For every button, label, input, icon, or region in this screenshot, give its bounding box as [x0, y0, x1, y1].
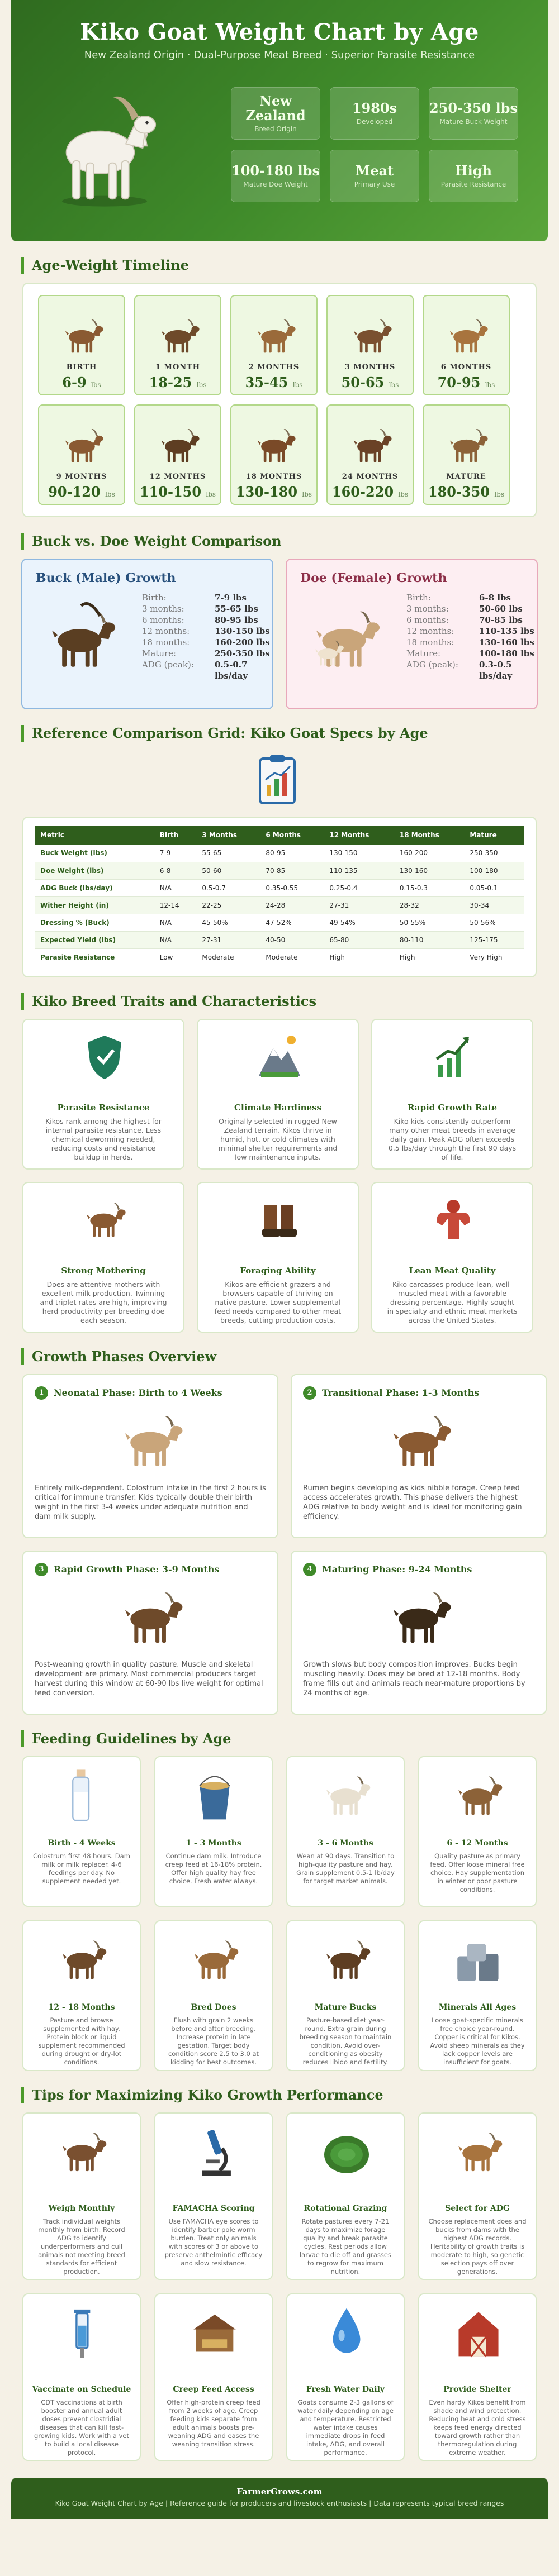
doe-weight-row: 18 months: 130-160 lbs	[406, 637, 534, 647]
timeline-item	[423, 295, 510, 395]
feeding-text: Continue dam milk. Introduce creep feed at 16-18% protein. Offer high quality hay free choice. Fresh water always.	[165, 1852, 262, 1885]
phase-number-badge: 3	[35, 1563, 48, 1576]
tips-text: Choose replacement does and bucks from dams with the highest ADG records. Heritability of growth traits is moderate to high, so genetic selection pays off over generations.	[428, 2217, 527, 2276]
trait-title: Strong Mothering	[61, 1265, 146, 1276]
phase-header	[35, 1386, 266, 1400]
table-row	[35, 845, 524, 862]
tips-card	[22, 2293, 141, 2461]
table-cell: 125-175	[464, 931, 524, 948]
barn-icon	[453, 2305, 504, 2360]
timeline-weight: 6-9 lbs	[62, 374, 101, 390]
timeline-age-label: 9 MONTHS	[56, 473, 107, 481]
stat-mature-doe-weight: 100-180 lbs Mature Doe Weight	[231, 150, 320, 202]
section-title-comparison: Buck vs. Doe Weight Comparison	[21, 533, 548, 550]
tips-card	[22, 2112, 141, 2280]
timeline-item	[423, 404, 510, 505]
microscope-icon	[190, 2124, 240, 2179]
table-header-cell: 12 Months	[324, 826, 394, 845]
timeline-weight: 35-45 lbs	[245, 374, 303, 390]
footer-note: Kiko Goat Weight Chart by Age | Reference guide for producers and livestock enthusiasts | Data represents typical breed ranges	[55, 2498, 504, 2507]
timeline-age-label: 3 MONTHS	[344, 363, 396, 371]
table-cell: 110-135	[324, 862, 394, 879]
buck-goat-icon	[45, 597, 117, 680]
phase-header	[303, 1386, 534, 1400]
shield-icon	[82, 1031, 127, 1081]
tips-card	[418, 2293, 537, 2461]
phase-text: Post-weaning growth in quality pasture. Muscle and skeletal development are primary. Most commercial producers target harvest during this window at 60-90 lbs live weight for optimal feed conversion.	[35, 1660, 263, 1697]
table-cell: Buck Weight (lbs)	[35, 845, 154, 862]
timeline-age-label: BIRTH	[66, 363, 97, 371]
stat-primary-use: Meat Primary Use	[330, 150, 419, 202]
section-title-traits: Kiko Breed Traits and Characteristics	[21, 993, 548, 1010]
boots-icon	[257, 1194, 301, 1244]
tips-card	[154, 2112, 273, 2280]
phase-text: Entirely milk-dependent. Colostrum intake in the first 2 hours is critical for immune transfer. Kids typically double their birth weight in the first 3-4 weeks under adequate nutrition and dam milk supply.	[35, 1483, 266, 1521]
table-cell: Wither Height (in)	[35, 896, 154, 914]
doe-weight-row: 12 months: 110-135 lbs	[406, 626, 534, 636]
table-row	[35, 931, 524, 948]
phase-text: Growth slows but body composition improves. Bucks begin muscling heavily. Does may be bred at 12-18 months. Body frame fills out and animals reach near-mature proportions by 24 months of age.	[303, 1660, 525, 1697]
goat-icon	[157, 426, 201, 465]
trait-title: Rapid Growth Rate	[407, 1102, 498, 1113]
hero-banner	[11, 0, 548, 241]
tips-card	[286, 2112, 405, 2280]
table-cell: 24-28	[260, 896, 324, 914]
section-title-timeline: Age-Weight Timeline	[21, 257, 548, 274]
feed-bucket-icon	[190, 1767, 240, 1823]
phase-card	[291, 1551, 547, 1715]
timeline-item	[38, 295, 125, 395]
tips-title: FAMACHA Scoring	[172, 2203, 255, 2213]
phase-title: Rapid Growth Phase: 3-9 Months	[54, 1564, 220, 1575]
timeline-age-label: 24 MONTHS	[342, 473, 399, 481]
timeline-item	[326, 404, 414, 505]
tips-text: Rotate pastures every 7-21 days to maximize forage quality and break parasite cycles. Rest periods allow larvae to die off and grasses to regrow for maximum nutrition.	[299, 2217, 391, 2276]
goat-icon	[387, 1410, 453, 1471]
table-cell: 22-25	[196, 896, 260, 914]
footer-brand: FarmerGrows.com	[236, 2486, 323, 2497]
phase-card	[22, 1374, 278, 1538]
trait-title: Parasite Resistance	[57, 1102, 150, 1113]
buck-weight-row: 12 months: 130-150 lbs	[142, 626, 270, 636]
timeline-weight: 50-65 lbs	[341, 374, 399, 390]
feeding-card	[286, 1756, 405, 1907]
goat-icon	[349, 426, 394, 465]
doe-weight-row: 6 months: 70-85 lbs	[406, 615, 523, 625]
white-goat-icon	[51, 90, 158, 208]
section-title-phases: Growth Phases Overview	[21, 1348, 548, 1365]
phase-text: Rumen begins developing as kids nibble forage. Creep feed access accelerates growth. This phase delivers the highest ADG relative to body weight and is ideal for monitoring gain efficiency.	[303, 1483, 522, 1521]
tips-text: Goats consume 2-3 gallons of water daily depending on age and temperature. Restricted water intake causes immediate drops in feed intake, ADG, and overall performance.	[297, 2398, 394, 2456]
buck-icon	[321, 1931, 372, 1987]
section-title-feeding: Feeding Guidelines by Age	[21, 1730, 548, 1747]
goat-icon	[349, 316, 394, 355]
stat-developed: 1980s Developed	[330, 87, 419, 140]
trait-card	[197, 1019, 359, 1170]
feeding-title: Minerals All Ages	[438, 2002, 517, 2012]
doe-weight-row: 3 months: 50-60 lbs	[406, 604, 523, 614]
stat-parasite-resistance: High Parasite Resistance	[429, 150, 518, 202]
stat-breed-origin: New Zealand Breed Origin	[231, 87, 320, 140]
table-cell: 50-55%	[394, 914, 464, 931]
weight-unit: lbs	[206, 490, 216, 498]
buck-weight-row: Mature: 250-350 lbs	[142, 648, 270, 659]
weight-unit: lbs	[494, 490, 505, 498]
timeline-age-label: 1 MONTH	[155, 363, 201, 371]
muscle-icon	[431, 1194, 476, 1244]
goat-icon	[119, 1586, 184, 1648]
table-cell: 40-50	[260, 931, 324, 948]
weight-unit: lbs	[292, 381, 303, 389]
tips-card	[418, 2112, 537, 2280]
page-footer	[11, 2478, 548, 2519]
table-cell: 27-31	[324, 896, 394, 914]
feeding-card	[154, 1920, 273, 2071]
section-title-tips: Tips for Maximizing Kiko Growth Performance	[21, 2087, 548, 2103]
page-title: Kiko Goat Weight Chart by Age	[80, 19, 479, 45]
table-header-cell: Mature	[464, 826, 524, 845]
timeline-item	[230, 404, 318, 505]
phase-card	[291, 1374, 547, 1538]
phase-card	[22, 1551, 278, 1715]
trait-card	[371, 1182, 533, 1333]
trait-text: Kikos are efficient grazers and browsers capable of thriving on native pasture. Lower supplemental feed needs compared to other meat breeds, cutting production costs.	[214, 1280, 342, 1324]
phase-header	[35, 1563, 266, 1576]
weight-unit: lbs	[302, 490, 312, 498]
table-cell: 50-56%	[464, 914, 524, 931]
table-cell: 28-32	[394, 896, 464, 914]
table-cell: N/A	[154, 879, 197, 896]
pasture-icon	[321, 2124, 372, 2179]
table-row	[35, 914, 524, 931]
table-header-cell: 3 Months	[196, 826, 260, 845]
tips-card	[286, 2293, 405, 2461]
doe-heading: Doe (Female) Growth	[300, 571, 447, 585]
tips-card	[154, 2293, 273, 2461]
trait-title: Climate Hardiness	[234, 1102, 321, 1113]
table-cell: 80-110	[394, 931, 464, 948]
goat-icon	[119, 1410, 184, 1471]
timeline-item	[134, 404, 221, 505]
tips-title: Creep Feed Access	[173, 2384, 254, 2394]
young-goat-icon	[453, 1767, 504, 1823]
adult-goat-icon	[58, 1931, 108, 1987]
goat-icon	[387, 1586, 453, 1648]
table-cell: 65-80	[324, 931, 394, 948]
feeding-text: Wean at 90 days. Transition to high-quality pasture and hay. Grain supplement 0.5-1 lb/day for target market animals.	[296, 1852, 395, 1885]
table-cell: 0.05-0.1	[464, 879, 524, 896]
tips-text: Offer high-protein creep feed from 2 weeks of age. Creep feeding kids separate from adult animals boosts pre-weaning ADG and eases the weaning transition stress.	[167, 2398, 260, 2448]
feeding-card	[154, 1756, 273, 1907]
table-cell: 130-150	[324, 845, 394, 862]
timeline-weight: 18-25 lbs	[149, 374, 207, 390]
doe-weight-row: Birth: 6-8 lbs	[406, 593, 511, 603]
tips-text: CDT vaccinations at birth booster and annual adult doses prevent clostridial diseases that can kill fast-growing kids. Work with a vet to build a local disease protocol.	[34, 2398, 130, 2456]
tips-text: Use FAMACHA eye scores to identify barber pole worm burden. Treat only animals with scores of 3 or above to preserve anthelmintic efficacy and slow resistance.	[164, 2217, 263, 2267]
timeline-age-label: 12 MONTHS	[149, 473, 206, 481]
tips-text: Track individual weights monthly from birth. Record ADG to identify underperformers and cull animals not meeting breed standards for efficient production.	[38, 2217, 125, 2276]
timeline-item	[38, 404, 125, 505]
table-cell: ADG Buck (lbs/day)	[35, 879, 154, 896]
timeline-weight: 180-350 lbs	[428, 484, 505, 500]
timeline-weight: 90-120 lbs	[48, 484, 115, 500]
goat-icon	[253, 316, 297, 355]
phase-number-badge: 4	[303, 1563, 316, 1576]
weight-unit: lbs	[105, 490, 115, 498]
buck-heading: Buck (Male) Growth	[36, 571, 176, 585]
phase-number-badge: 2	[303, 1386, 316, 1400]
tips-title: Rotational Grazing	[304, 2203, 387, 2213]
feeding-title: Birth - 4 Weeks	[48, 1838, 116, 1848]
timeline-age-label: MATURE	[446, 473, 486, 481]
section-title-reference: Reference Comparison Grid: Kiko Goat Specs by Age	[21, 725, 548, 742]
table-row	[35, 948, 524, 966]
mother-goat-icon	[82, 1194, 127, 1244]
table-row	[35, 862, 524, 879]
table-cell: 55-65	[196, 845, 260, 862]
feeding-text: Pasture and browse supplemented with hay. Protein block or liquid supplement recommended during drought or dry-lot conditions.	[38, 2016, 125, 2066]
table-row	[35, 896, 524, 914]
table-cell: N/A	[154, 914, 197, 931]
table-cell: Moderate	[196, 948, 260, 966]
water-icon	[321, 2305, 372, 2360]
table-cell: Low	[154, 948, 197, 966]
feeding-text: Loose goat-specific minerals free choice year-round. Copper is critical for Kikos. Avoid sheep minerals as they lack copper levels are insufficient for goats.	[430, 2016, 525, 2066]
weight-unit: lbs	[196, 381, 207, 389]
phase-header	[303, 1563, 534, 1576]
goat-icon	[253, 426, 297, 465]
buck-weight-row: 6 months: 80-95 lbs	[142, 615, 258, 625]
timeline-weight: 110-150 lbs	[139, 484, 216, 500]
feeding-card	[418, 1756, 537, 1907]
specs-table	[35, 826, 524, 966]
trait-card	[371, 1019, 533, 1170]
table-cell: 12-14	[154, 896, 197, 914]
table-cell: 0.5-0.7	[196, 879, 260, 896]
weight-unit: lbs	[91, 381, 101, 389]
doe-with-kid-icon	[309, 597, 382, 680]
growth-chart-icon	[431, 1031, 476, 1081]
table-cell: 0.15-0.3	[394, 879, 464, 896]
timeline-weight: 160-220 lbs	[331, 484, 409, 500]
table-cell: Doe Weight (lbs)	[35, 862, 154, 879]
table-cell: 160-200	[394, 845, 464, 862]
feeding-card	[22, 1756, 141, 1907]
table-cell: 130-160	[394, 862, 464, 879]
feeding-text: Quality pasture as primary feed. Offer loose mineral free choice. Hay supplementation in winter or poor pasture conditions.	[430, 1852, 525, 1893]
tips-title: Provide Shelter	[443, 2384, 511, 2394]
table-cell: Moderate	[260, 948, 324, 966]
table-cell: Very High	[464, 948, 524, 966]
timeline-age-label: 18 MONTHS	[245, 473, 302, 481]
mineral-bags-icon	[453, 1931, 504, 1987]
trait-text: Originally selected in rugged New Zealand terrain. Kikos thrive in humid, hot, or cold climates with minimal shelter requirements and low maintenance inputs.	[218, 1117, 338, 1161]
timeline-item	[326, 295, 414, 395]
trait-text: Kikos rank among the highest for internal parasite resistance. Less chemical deworming needed, reducing costs and resistance buildup in herds.	[45, 1117, 162, 1161]
phase-title: Maturing Phase: 9-24 Months	[322, 1564, 472, 1575]
phase-number-badge: 1	[35, 1386, 48, 1400]
tips-text: Even hardy Kikos benefit from shade and wind protection. Reducing heat and cold stress keeps feed energy directed toward growth rather than thermoregulation during extreme weather.	[429, 2398, 526, 2456]
table-cell: Parasite Resistance	[35, 948, 154, 966]
doe-weight-row: Mature: 100-180 lbs	[406, 648, 534, 659]
trait-title: Lean Meat Quality	[409, 1265, 496, 1276]
feeding-title: 12 - 18 Months	[48, 2002, 115, 2012]
table-cell: 80-95	[260, 845, 324, 862]
weight-unit: lbs	[389, 381, 399, 389]
table-header-cell: 6 Months	[260, 826, 324, 845]
timeline-age-label: 6 MONTHS	[440, 363, 492, 371]
tips-title: Vaccinate on Schedule	[32, 2384, 131, 2394]
trait-text: Kiko carcasses produce lean, well-muscled meat with a favorable dressing percentage. Highly sought in specialty and ethnic meat markets across the United States.	[387, 1280, 518, 1324]
scale-goat-icon	[58, 2124, 108, 2179]
stat-mature-buck-weight: 250-350 lbs Mature Buck Weight	[429, 87, 518, 140]
clipboard-chart-icon	[254, 752, 305, 808]
timeline-item	[134, 295, 221, 395]
table-cell: 49-54%	[324, 914, 394, 931]
weight-unit: lbs	[485, 381, 495, 389]
table-row	[35, 879, 524, 896]
table-cell: 6-8	[154, 862, 197, 879]
table-cell: 70-85	[260, 862, 324, 879]
mountain-icon	[257, 1031, 301, 1081]
table-cell: 50-60	[196, 862, 260, 879]
table-cell: 45-50%	[196, 914, 260, 931]
feeding-title: Bred Does	[191, 2002, 236, 2012]
milk-bottle-icon	[58, 1767, 108, 1823]
goat-icon	[157, 316, 201, 355]
table-cell: 47-52%	[260, 914, 324, 931]
phase-title: Transitional Phase: 1-3 Months	[322, 1387, 480, 1398]
goat-icon	[445, 426, 490, 465]
feeding-card	[286, 1920, 405, 2071]
goat-icon	[445, 316, 490, 355]
feeding-title: 6 - 12 Months	[447, 1838, 508, 1848]
tips-title: Weigh Monthly	[48, 2203, 115, 2213]
table-cell: N/A	[154, 931, 197, 948]
trait-text: Kiko kids consistently outperform many other meat breeds in average daily gain. Peak ADG often exceeds 0.5 lbs/day through the first 90 days of life.	[388, 1117, 517, 1161]
phase-title: Neonatal Phase: Birth to 4 Weeks	[54, 1387, 222, 1398]
goat-icon	[60, 426, 105, 465]
feeding-title: 1 - 3 Months	[186, 1838, 241, 1848]
table-cell: High	[394, 948, 464, 966]
table-cell: 0.25-0.4	[324, 879, 394, 896]
bred-doe-icon	[190, 1931, 240, 1987]
timeline-weight: 70-95 lbs	[437, 374, 495, 390]
trait-card	[22, 1019, 184, 1170]
trait-title: Foraging Ability	[240, 1265, 316, 1276]
buck-weight-row: ADG (peak): 0.5-0.7 lbs/day	[142, 660, 248, 681]
table-cell: 100-180	[464, 862, 524, 879]
feeding-card	[22, 1920, 141, 2071]
table-cell: 250-350	[464, 845, 524, 862]
buck-growth-card	[21, 559, 273, 709]
table-header-cell: 18 Months	[394, 826, 464, 845]
doe-growth-card	[286, 559, 538, 709]
table-cell: 27-31	[196, 931, 260, 948]
reference-grid	[22, 817, 537, 977]
feeding-text: Flush with grain 2 weeks before and after breeding. Increase protein in late gestation. Target body condition score 2.5 to 3.0 at kidding for best outcomes.	[168, 2016, 259, 2066]
weight-unit: lbs	[398, 490, 409, 498]
trait-card	[197, 1182, 359, 1333]
tips-title: Select for ADG	[445, 2203, 510, 2213]
buck-weight-row: 3 months: 55-65 lbs	[142, 604, 258, 614]
vaccine-icon	[58, 2305, 108, 2360]
feeding-title: 3 - 6 Months	[318, 1838, 373, 1848]
table-cell: Dressing % (Buck)	[35, 914, 154, 931]
timeline-weight: 130-180 lbs	[235, 484, 312, 500]
trait-text: Does are attentive mothers with excellent milk production. Twinning and triplet rates are high, improving herd productivity per breeding doe each season.	[40, 1280, 167, 1324]
table-cell: 7-9	[154, 845, 197, 862]
feeding-text: Pasture-based diet year-round. Extra grain during breeding season to maintain condition. Avoid over-conditioning as obesity reduces libido and fertility.	[299, 2016, 392, 2066]
age-weight-timeline	[22, 283, 537, 517]
table-cell: 30-34	[464, 896, 524, 914]
trait-card	[22, 1182, 184, 1333]
feeding-text: Colostrum first 48 hours. Dam milk or milk replacer. 4-6 feedings per day. No supplement needed yet.	[33, 1852, 130, 1885]
buck-weight-row: Birth: 7-9 lbs	[142, 593, 247, 603]
timeline-item	[230, 295, 318, 395]
page-subtitle: New Zealand Origin · Dual-Purpose Meat Breed · Superior Parasite Resistance	[84, 49, 475, 61]
table-cell: Expected Yield (lbs)	[35, 931, 154, 948]
buck-weight-row: 18 months: 160-200 lbs	[142, 637, 270, 647]
table-cell: 0.35-0.55	[260, 879, 324, 896]
table-header-cell: Metric	[35, 826, 154, 845]
select-goat-icon	[453, 2124, 504, 2179]
feeding-title: Mature Bucks	[314, 2002, 377, 2012]
tips-title: Fresh Water Daily	[306, 2384, 385, 2394]
table-header-cell: Birth	[154, 826, 197, 845]
creep-feeder-icon	[190, 2305, 240, 2360]
timeline-age-label: 2 MONTHS	[248, 363, 300, 371]
goat-icon	[60, 316, 105, 355]
grazing-goats-icon	[321, 1767, 372, 1823]
feeding-card	[418, 1920, 537, 2071]
doe-weight-row: ADG (peak): 0.3-0.5 lbs/day	[406, 660, 513, 681]
table-cell: High	[324, 948, 394, 966]
